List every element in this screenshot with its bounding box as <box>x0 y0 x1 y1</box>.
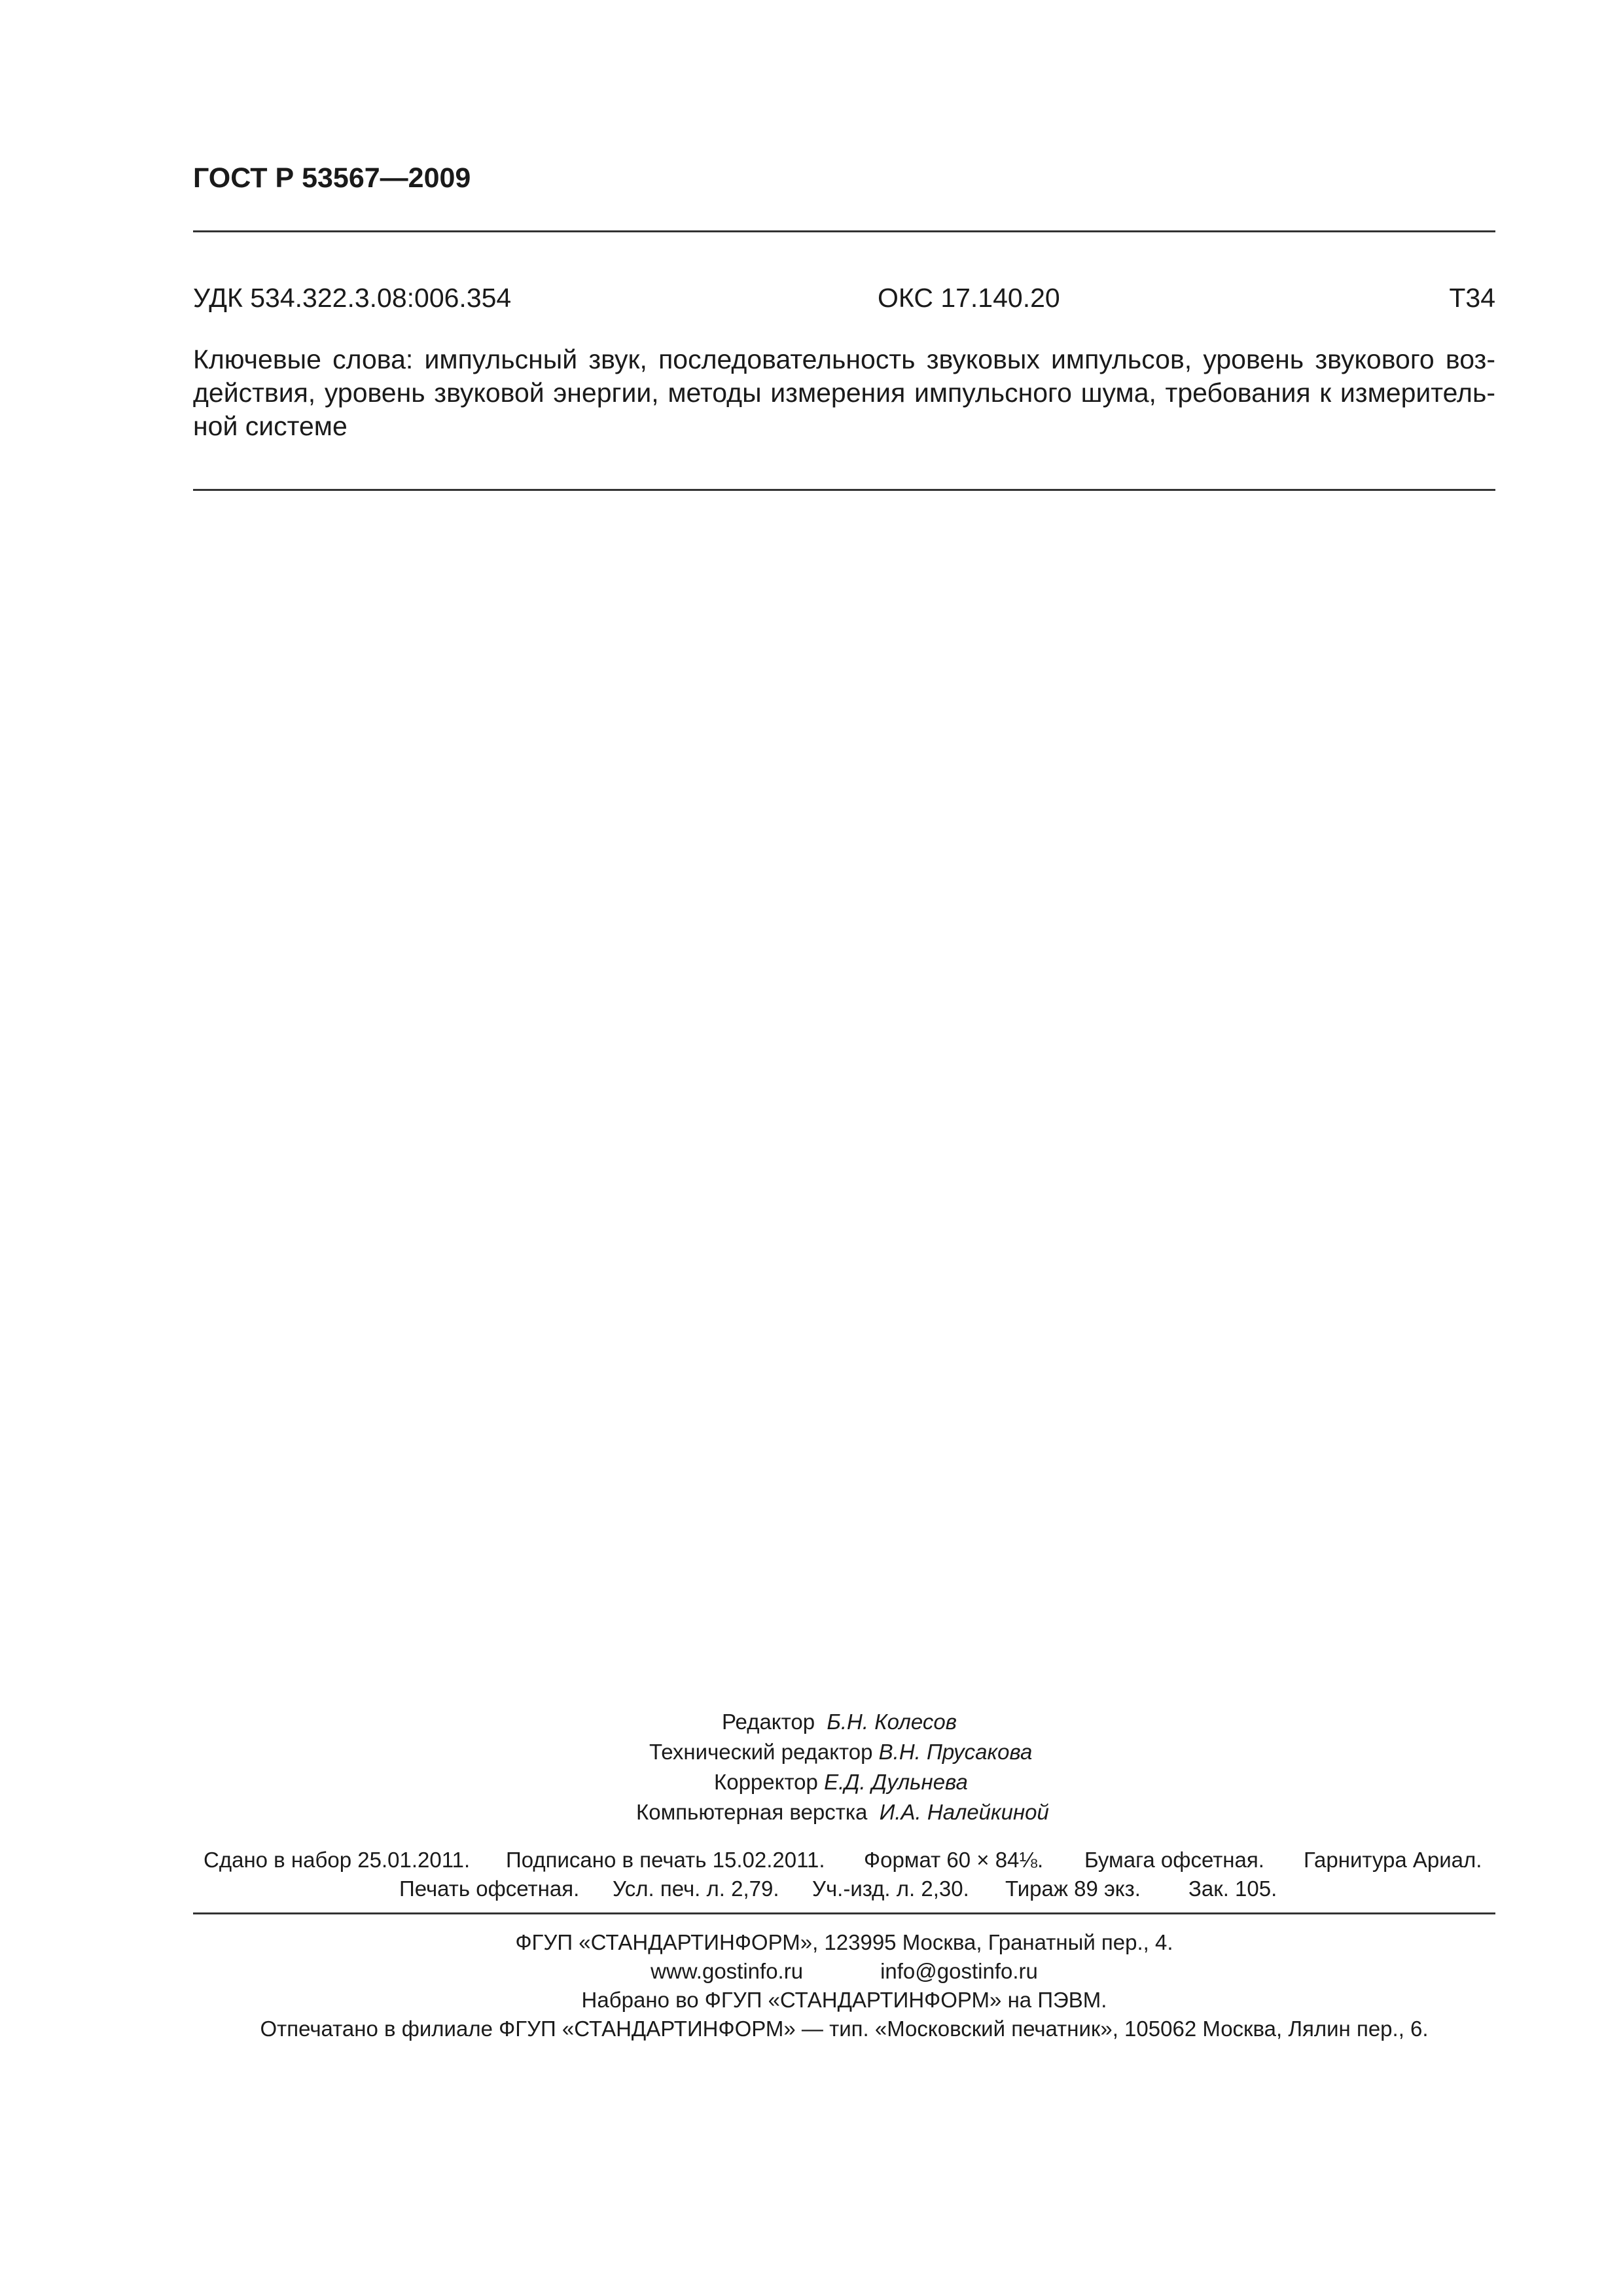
imprint-sent: Сдано в набор 25.01.2011. <box>204 1848 471 1872</box>
credit-layout-name: И.А. Налейкиной <box>879 1800 1049 1824</box>
publisher-typeset: Набрано во ФГУП «СТАНДАРТИНФОРМ» на ПЭВМ. <box>581 1988 1107 2012</box>
keywords-line-3: ной системе <box>193 411 348 441</box>
credit-editor <box>722 1707 957 1737</box>
credit-proofreader-label: Корректор <box>714 1770 818 1794</box>
imprint-pub-sheets: Уч.-изд. л. 2,30. <box>812 1876 969 1901</box>
imprint-circulation: Тираж 89 экз. <box>1005 1876 1141 1901</box>
credit-proofreader-name: Е.Д. Дульнева <box>824 1770 968 1794</box>
imprint-signed: Подписано в печать 15.02.2011. <box>506 1848 825 1872</box>
publisher-address: ФГУП «СТАНДАРТИНФОРМ», 123995 Москва, Гранатный пер., 4. <box>515 1930 1173 1954</box>
publisher-website[interactable]: www.gostinfo.ru <box>651 1959 804 1983</box>
credit-editor-name: Б.Н. Колесов <box>827 1710 957 1734</box>
imprint-format-fraction: ⅛ <box>1019 1848 1037 1872</box>
credit-tech-editor <box>649 1737 1032 1767</box>
imprint-print-type: Печать офсетная. <box>399 1876 580 1901</box>
publisher-email[interactable]: info@gostinfo.ru <box>880 1959 1038 1983</box>
publisher-printed: Отпечатано в филиале ФГУП «СТАНДАРТИНФОРМ» — тип. «Московский печатник», 105062 Москва, Лялин пер., 6. <box>260 2017 1429 2041</box>
credit-layout <box>636 1797 1049 1827</box>
imprint-rule <box>193 1912 1495 1914</box>
credit-tech-editor-label: Технический редактор <box>649 1740 873 1764</box>
imprint-format-label: Формат 60 × 84 <box>864 1848 1020 1872</box>
imprint-paper: Бумага офсетная. <box>1084 1848 1264 1872</box>
imprint-format <box>864 1846 1043 1874</box>
header-rule <box>193 230 1495 232</box>
keywords-rule <box>193 489 1495 491</box>
keywords-line-1: Ключевые слова: импульсный звук, последовательность звуковых импульсов, уровень звукового воз- <box>193 344 1495 374</box>
credit-proofreader <box>714 1767 968 1797</box>
standard-number: ГОСТ Р 53567—2009 <box>193 162 471 194</box>
keywords-line-2: действия, уровень звуковой энергии, методы измерения импульсного шума, требования к измеритель- <box>193 378 1495 408</box>
imprint-typeface: Гарнитура Ариал. <box>1304 1848 1482 1872</box>
keywords-paragraph <box>193 343 1495 443</box>
imprint-format-suffix: . <box>1037 1848 1044 1872</box>
udk-code: УДК 534.322.3.08:006.354 <box>193 283 512 313</box>
credit-editor-label: Редактор <box>722 1710 815 1734</box>
classifier-code: Т34 <box>1449 283 1495 313</box>
publisher-contacts <box>193 1957 1495 1986</box>
credit-layout-label: Компьютерная верстка <box>636 1800 868 1824</box>
imprint-order: Зак. 105. <box>1188 1876 1277 1901</box>
imprint-conv-sheets: Усл. печ. л. 2,79. <box>613 1876 779 1901</box>
oks-code: ОКС 17.140.20 <box>878 283 1060 313</box>
credit-tech-editor-name: В.Н. Прусакова <box>878 1740 1033 1764</box>
